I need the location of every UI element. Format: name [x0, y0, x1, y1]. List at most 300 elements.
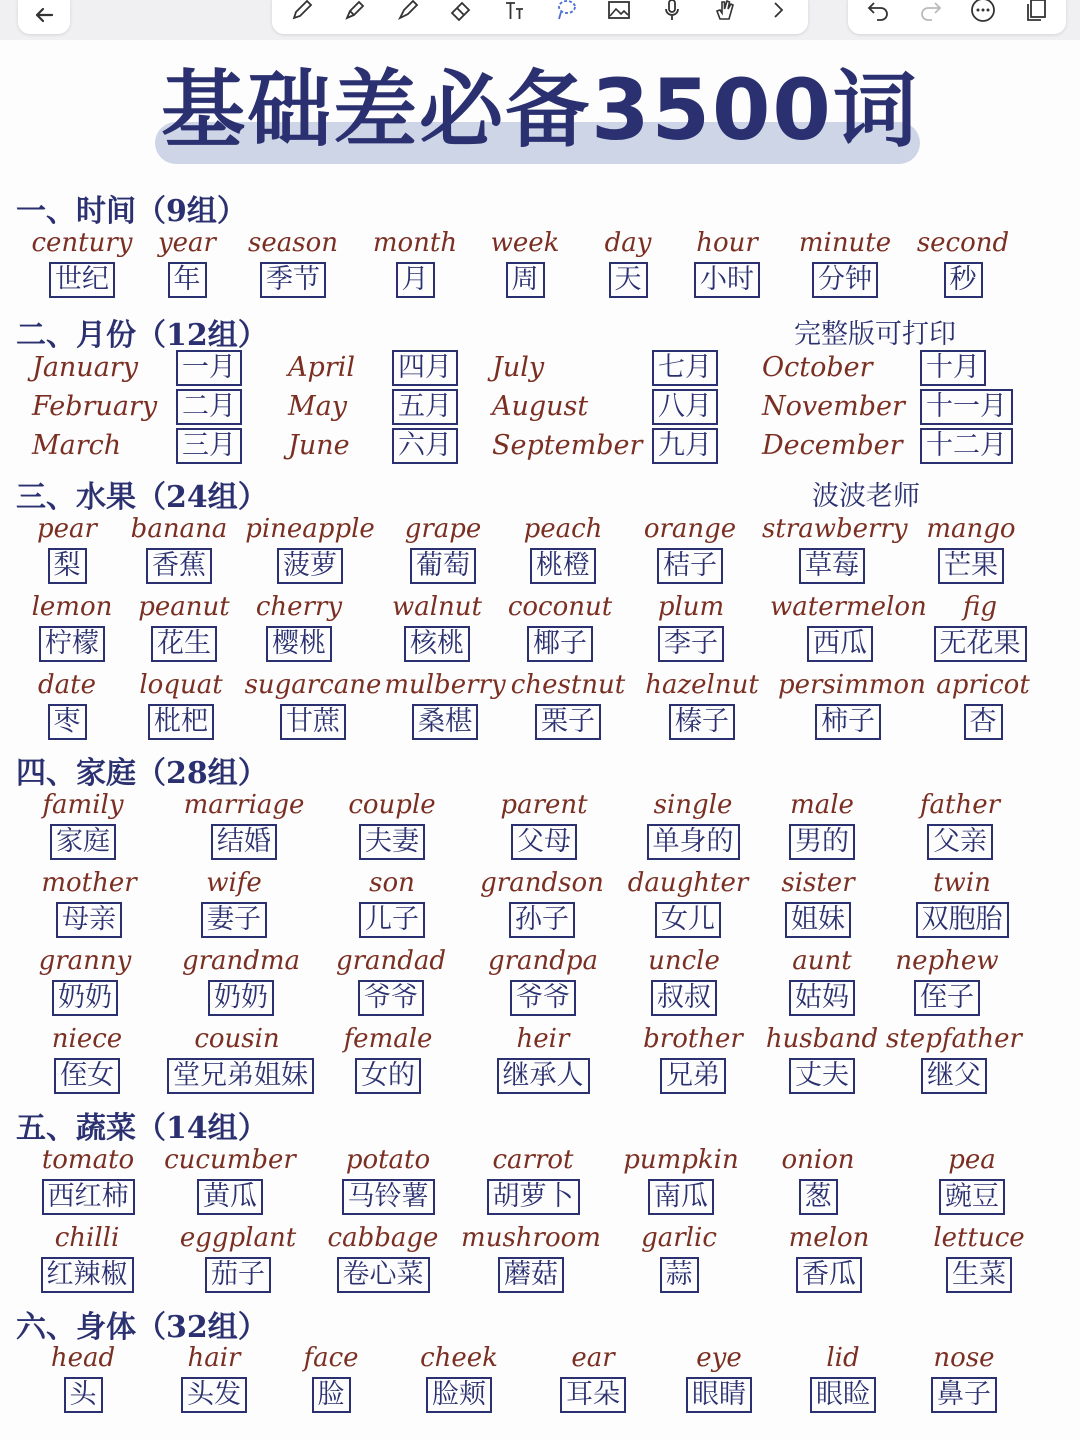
word-entry: [15, 946, 155, 1016]
chinese-translation: 头发: [181, 1377, 247, 1413]
chinese-translation: 结婚: [211, 824, 277, 860]
chinese-translation: 胡萝卜: [487, 1179, 580, 1215]
word-entry: [367, 592, 507, 662]
english-word: aunt: [792, 946, 852, 976]
word-entry: [164, 868, 304, 938]
english-word: male: [790, 790, 854, 820]
chinese-translation: 侄子: [914, 980, 980, 1016]
chinese-translation: 年: [168, 262, 207, 298]
chinese-translation: 夫妻: [359, 824, 425, 860]
chinese-translation: 奶奶: [208, 980, 274, 1016]
chinese-translation: 芒果: [938, 548, 1004, 584]
english-word: second: [916, 228, 1010, 258]
english-word: wife: [206, 868, 262, 898]
english-word: couple: [348, 790, 436, 820]
english-word: garlic: [641, 1223, 717, 1253]
chinese-translation: 椰子: [527, 626, 593, 662]
english-word: eggplant: [179, 1223, 297, 1253]
word-entry: [773, 1343, 913, 1413]
word-entry: [322, 868, 462, 938]
word-entry: [243, 670, 383, 740]
chinese-translation: 姐妹: [785, 902, 851, 938]
month-english: September: [492, 430, 643, 461]
lasso-icon: [553, 0, 579, 23]
chinese-translation: 秒: [944, 262, 983, 298]
chinese-translation: 家庭: [50, 824, 116, 860]
english-word: husband: [765, 1024, 879, 1054]
english-word: head: [50, 1343, 116, 1373]
hand-tool-button[interactable]: [709, 0, 741, 29]
month-english: October: [762, 352, 873, 383]
english-word: cucumber: [164, 1145, 296, 1175]
chinese-translation: 奶奶: [52, 980, 118, 1016]
chinese-translation: 爷爷: [510, 980, 576, 1016]
word-entry: [18, 1145, 158, 1215]
word-entry: [770, 592, 927, 662]
text-tool-button[interactable]: [498, 0, 530, 29]
chinese-translation: 父亲: [927, 824, 993, 860]
english-word: brother: [643, 1024, 743, 1054]
word-entry: [620, 514, 760, 584]
chinese-translation: 头: [64, 1377, 103, 1413]
pen-tool-button[interactable]: [286, 0, 318, 29]
redo-button[interactable]: [915, 0, 947, 29]
month-chinese: 八月: [652, 389, 718, 425]
english-word: year: [157, 228, 216, 258]
chinese-translation: 女的: [355, 1058, 421, 1094]
more-tools-button[interactable]: [762, 0, 794, 29]
chinese-translation: 双胞胎: [916, 902, 1009, 938]
word-entry: [13, 1343, 153, 1413]
word-entry: [472, 868, 612, 938]
english-word: fig: [963, 592, 997, 622]
chinese-translation: 天: [609, 262, 648, 298]
word-entry: [463, 1145, 603, 1215]
eraser-tool-button[interactable]: [445, 0, 477, 29]
word-entry: [167, 1024, 307, 1094]
english-word: daughter: [627, 868, 749, 898]
english-word: family: [42, 790, 124, 820]
english-word: hair: [187, 1343, 241, 1373]
page-title: 基础差必备3500词: [161, 61, 919, 159]
app-toolbar: [0, 0, 1080, 40]
word-entry: [893, 228, 1033, 298]
chinese-translation: 枇杷: [148, 704, 214, 740]
month-chinese: 九月: [652, 428, 718, 464]
chinese-translation: 卷心菜: [337, 1257, 430, 1293]
english-word: female: [343, 1024, 433, 1054]
word-entry: [498, 670, 638, 740]
chinese-translation: 梨: [48, 548, 87, 584]
word-entry: [493, 514, 633, 584]
chinese-translation: 儿子: [359, 902, 425, 938]
month-chinese: 三月: [176, 428, 242, 464]
english-word: mango: [926, 514, 1016, 544]
word-entry: [322, 790, 462, 860]
word-entry: [461, 1223, 601, 1293]
word-entry: [901, 514, 1041, 584]
word-entry: [609, 1223, 749, 1293]
word-entry: [894, 1343, 1034, 1413]
month-chinese: 十二月: [920, 428, 1013, 464]
pen-icon: [289, 0, 315, 23]
english-word: sugarcane: [244, 670, 382, 700]
chinese-translation: 世纪: [49, 262, 115, 298]
word-entry: [490, 592, 630, 662]
english-word: nephew: [895, 946, 999, 976]
chinese-translation: 核桃: [404, 626, 470, 662]
undo-icon: [865, 0, 891, 23]
chinese-translation: 小时: [694, 262, 760, 298]
english-word: eye: [696, 1343, 742, 1373]
english-word: marriage: [183, 790, 305, 820]
word-entry: [13, 790, 153, 860]
author-note: 波波老师: [812, 481, 920, 512]
english-word: hazelnut: [645, 670, 759, 700]
english-word: carrot: [492, 1145, 574, 1175]
section-heading-body: 六、身体（32组）: [16, 1310, 268, 1345]
english-word: chestnut: [510, 670, 626, 700]
chinese-translation: 豌豆: [939, 1179, 1005, 1215]
chinese-translation: 孙子: [509, 902, 575, 938]
english-word: potato: [345, 1145, 431, 1175]
english-word: lemon: [31, 592, 113, 622]
chinese-translation: 分钟: [812, 262, 878, 298]
chinese-translation: 香瓜: [796, 1257, 862, 1293]
month-chinese: 六月: [392, 428, 458, 464]
word-entry: [618, 868, 758, 938]
english-word: grape: [404, 514, 482, 544]
english-word: grandson: [480, 868, 604, 898]
english-word: orange: [643, 514, 737, 544]
chinese-translation: 葡萄: [410, 548, 476, 584]
chinese-translation: 叔叔: [651, 980, 717, 1016]
chinese-translation: 脸颊: [426, 1377, 492, 1413]
word-entry: [748, 1145, 888, 1215]
chinese-translation: 父母: [511, 824, 577, 860]
word-entry: [752, 1024, 892, 1094]
chinese-translation: 葱: [799, 1179, 838, 1215]
word-entry: [168, 1223, 308, 1293]
english-word: strawberry: [762, 514, 908, 544]
english-word: week: [490, 228, 560, 258]
word-entry: [623, 1024, 763, 1094]
english-word: granny: [38, 946, 132, 976]
chinese-translation: 李子: [658, 626, 724, 662]
chinese-translation: 鼻子: [931, 1377, 997, 1413]
word-entry: [752, 790, 892, 860]
chinese-translation: 无花果: [934, 626, 1027, 662]
image-tool-button[interactable]: [603, 0, 635, 29]
word-entry: [649, 1343, 789, 1413]
english-word: month: [372, 228, 458, 258]
chinese-translation: 侄女: [54, 1058, 120, 1094]
english-word: mother: [41, 868, 137, 898]
lasso-tool-button[interactable]: [550, 0, 582, 29]
chinese-translation: 继父: [921, 1058, 987, 1094]
word-entry: [910, 592, 1050, 662]
english-word: lid: [826, 1343, 860, 1373]
chinese-translation: 兄弟: [660, 1058, 726, 1094]
english-word: grandad: [335, 946, 447, 976]
month-english: March: [32, 430, 122, 461]
month-chinese: 五月: [392, 389, 458, 425]
word-entry: [223, 228, 363, 298]
section-heading-time: 一、时间（9组）: [16, 194, 247, 229]
word-entry: [19, 868, 159, 938]
month-english: August: [492, 391, 589, 422]
english-word: cousin: [194, 1024, 280, 1054]
english-word: hour: [696, 228, 758, 258]
chinese-translation: 栗子: [535, 704, 601, 740]
word-entry: [261, 1343, 401, 1413]
month-english: December: [762, 430, 903, 461]
chinese-translation: 妻子: [201, 902, 267, 938]
word-entry: [611, 1145, 751, 1215]
word-entry: [614, 946, 754, 1016]
english-word: apricot: [936, 670, 1030, 700]
word-entry: [313, 1223, 453, 1293]
english-word: grandpa: [487, 946, 599, 976]
english-word: pear: [37, 514, 97, 544]
word-entry: [229, 592, 369, 662]
chinese-translation: 生菜: [946, 1257, 1012, 1293]
chinese-translation: 男的: [789, 824, 855, 860]
english-word: niece: [51, 1024, 123, 1054]
month-english: May: [288, 391, 347, 422]
chinese-translation: 女儿: [655, 902, 721, 938]
english-word: nose: [933, 1343, 995, 1373]
printable-note: 完整版可打印: [794, 319, 956, 350]
english-word: heir: [516, 1024, 570, 1054]
english-word: parent: [500, 790, 588, 820]
marker-tool-button[interactable]: [339, 0, 371, 29]
section-heading-fruit: 三、水果（24组）: [16, 480, 268, 515]
section-heading-months: 二、月份（12组）: [16, 318, 268, 353]
chinese-translation: 继承人: [497, 1058, 590, 1094]
text-icon: [501, 0, 527, 23]
english-word: peach: [523, 514, 603, 544]
word-entry: [474, 790, 614, 860]
english-word: ear: [571, 1343, 615, 1373]
chinese-translation: 柠檬: [39, 626, 105, 662]
chinese-translation: 姑妈: [789, 980, 855, 1016]
back-button[interactable]: [18, 0, 70, 34]
pages-button[interactable]: [1020, 0, 1052, 29]
english-word: mushroom: [461, 1223, 601, 1253]
english-word: twin: [933, 868, 991, 898]
word-entry: [171, 946, 311, 1016]
word-entry: [111, 670, 251, 740]
word-entry: [884, 1024, 1024, 1094]
word-entry: [174, 790, 314, 860]
chinese-translation: 桃橙: [530, 548, 596, 584]
month-english: February: [32, 391, 158, 422]
tool-palette: [272, 0, 808, 34]
word-entry: [877, 946, 1017, 1016]
word-entry: [623, 790, 763, 860]
month-english: July: [492, 352, 545, 383]
chinese-translation: 月: [396, 262, 435, 298]
month-english: November: [762, 391, 905, 422]
word-entry: [473, 946, 613, 1016]
chinese-translation: 南瓜: [648, 1179, 714, 1215]
english-word: loquat: [139, 670, 223, 700]
english-word: grandma: [181, 946, 301, 976]
image-icon: [606, 0, 632, 23]
chinese-translation: 蘑菇: [498, 1257, 564, 1293]
word-entry: [890, 790, 1030, 860]
chinese-translation: 丈夫: [789, 1058, 855, 1094]
word-entry: [373, 514, 513, 584]
chinese-translation: 西红柿: [42, 1179, 135, 1215]
english-word: minute: [798, 228, 892, 258]
chinese-translation: 杏: [964, 704, 1003, 740]
english-word: lettuce: [933, 1223, 1025, 1253]
english-word: son: [369, 868, 415, 898]
chinese-translation: 柿子: [815, 704, 881, 740]
english-word: pea: [948, 1145, 996, 1175]
word-entry: [375, 670, 515, 740]
month-english: June: [288, 430, 350, 461]
chinese-translation: 爷爷: [358, 980, 424, 1016]
english-word: uncle: [648, 946, 720, 976]
word-entry: [473, 1024, 613, 1094]
english-word: single: [653, 790, 733, 820]
english-word: day: [604, 228, 652, 258]
action-bar: [848, 0, 1066, 34]
chinese-translation: 单身的: [647, 824, 740, 860]
chevron-right-icon: [765, 0, 791, 23]
chinese-translation: 榛子: [669, 704, 735, 740]
word-entry: [762, 514, 908, 584]
chinese-translation: 母亲: [56, 902, 122, 938]
english-word: century: [31, 228, 133, 258]
english-word: mulberry: [384, 670, 506, 700]
highlighter-icon: [395, 0, 421, 23]
chinese-translation: 季节: [260, 262, 326, 298]
word-entry: [909, 1223, 1049, 1293]
redo-icon: [918, 0, 944, 23]
chinese-translation: 堂兄弟姐妹: [167, 1058, 314, 1094]
chinese-translation: 眼睑: [810, 1377, 876, 1413]
word-entry: [321, 946, 461, 1016]
chinese-translation: 桑椹: [412, 704, 478, 740]
word-entry: [318, 1024, 458, 1094]
english-word: onion: [781, 1145, 855, 1175]
word-entry: [240, 514, 380, 584]
chinese-translation: 茄子: [205, 1257, 271, 1293]
chinese-translation: 西瓜: [807, 626, 873, 662]
month-chinese: 一月: [176, 350, 242, 386]
english-word: peanut: [138, 592, 230, 622]
chinese-translation: 耳朵: [560, 1377, 626, 1413]
more-icon: [970, 0, 996, 23]
chinese-translation: 红辣椒: [41, 1257, 134, 1293]
hand-icon: [712, 0, 738, 23]
word-entry: [621, 592, 761, 662]
english-word: walnut: [391, 592, 482, 622]
chinese-translation: 香蕉: [146, 548, 212, 584]
undo-button[interactable]: [862, 0, 894, 29]
month-chinese: 七月: [652, 350, 718, 386]
english-word: season: [248, 228, 338, 258]
chinese-translation: 甘蔗: [280, 704, 346, 740]
english-word: stepfather: [886, 1024, 1022, 1054]
chinese-translation: 枣: [48, 704, 87, 740]
more-button[interactable]: [967, 0, 999, 29]
english-word: cherry: [255, 592, 343, 622]
chinese-translation: 周: [506, 262, 545, 298]
chinese-translation: 桔子: [657, 548, 723, 584]
english-word: watermelon: [770, 592, 927, 622]
english-word: tomato: [41, 1145, 135, 1175]
title-area: [0, 60, 1080, 170]
english-word: date: [38, 670, 96, 700]
chinese-translation: 樱桃: [266, 626, 332, 662]
marker-icon: [342, 0, 368, 23]
word-entry: [892, 868, 1032, 938]
chinese-translation: 马铃薯: [342, 1179, 435, 1215]
english-word: sister: [781, 868, 855, 898]
english-word: chilli: [54, 1223, 120, 1253]
english-word: persimmon: [778, 670, 926, 700]
microphone-tool-button[interactable]: [656, 0, 688, 29]
word-entry: [759, 1223, 899, 1293]
english-word: cheek: [420, 1343, 498, 1373]
arrow-left-icon: [30, 1, 58, 29]
section-heading-vegetables: 五、蔬菜（14组）: [16, 1111, 268, 1146]
word-entry: [913, 670, 1053, 740]
english-word: pumpkin: [623, 1145, 739, 1175]
word-entry: [902, 1145, 1042, 1215]
english-word: coconut: [507, 592, 613, 622]
month-chinese: 四月: [392, 350, 458, 386]
word-entry: [632, 670, 772, 740]
microphone-icon: [659, 0, 685, 23]
month-chinese: 十一月: [920, 389, 1013, 425]
chinese-translation: 草莓: [799, 548, 865, 584]
pages-icon: [1023, 0, 1049, 23]
chinese-translation: 黄瓜: [197, 1179, 263, 1215]
word-entry: [160, 1145, 300, 1215]
word-entry: [318, 1145, 458, 1215]
word-entry: [17, 1024, 157, 1094]
english-word: pineapple: [245, 514, 375, 544]
word-entry: [752, 946, 892, 1016]
english-word: cabbage: [327, 1223, 439, 1253]
word-entry: [778, 670, 926, 740]
english-word: face: [303, 1343, 359, 1373]
eraser-icon: [448, 0, 474, 23]
month-chinese: 二月: [176, 389, 242, 425]
chinese-translation: 蒜: [660, 1257, 699, 1293]
word-entry: [523, 1343, 663, 1413]
word-entry: [109, 514, 249, 584]
chinese-translation: 眼睛: [686, 1377, 752, 1413]
word-entry: [17, 1223, 157, 1293]
chinese-translation: 花生: [151, 626, 217, 662]
english-word: banana: [130, 514, 228, 544]
word-entry: [389, 1343, 529, 1413]
section-heading-family: 四、家庭（28组）: [16, 756, 268, 791]
chinese-translation: 脸: [312, 1377, 351, 1413]
english-word: plum: [657, 592, 725, 622]
highlighter-tool-button[interactable]: [392, 0, 424, 29]
month-english: January: [32, 352, 138, 383]
month-chinese: 十月: [920, 350, 986, 386]
word-entry: [748, 868, 888, 938]
